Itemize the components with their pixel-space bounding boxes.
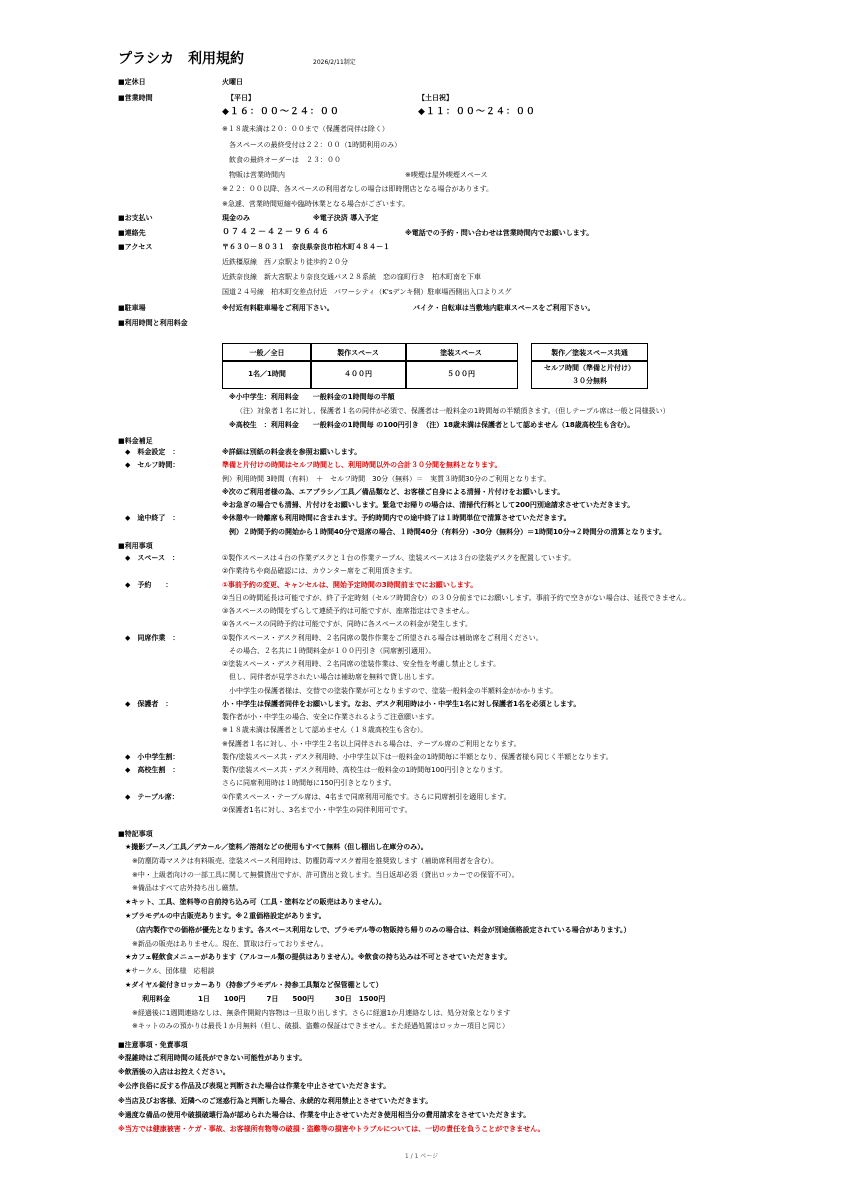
fees-early-line: ※休憩や一時離席も利用時間に含まれます。予約時間内での途中終了は１時間単位で清算させていただきます。 [222, 514, 571, 522]
payment-note: ※電子決済 導入予定 [313, 214, 379, 222]
hours-note: ※２２：００以降、各スペースの利用者なしの場合は即時閉店となる場合があります。 [222, 185, 493, 193]
usage-line: ②保護者1名に対し、3名まで小・中学生の同伴利用可です。 [222, 806, 412, 814]
special-item: ※経過後に1週間連絡なしは、無条件開錠内容物は一旦取り出します。さらに経過1か月連絡なしは、処分対象となります [132, 1008, 511, 1017]
special-item: ※キットのみの預かりは最長１か月無料（但し、破損、盗難の保証はできません。また経過処置はロッカー項目と同じ） [132, 1022, 510, 1031]
fees-self-line: ※お急ぎの場合でも清掃、片付けをお願いします。緊急でお帰りの場合は、清掃代行料として200円別途請求させていただきます。 [222, 501, 635, 509]
page-title: プラシカ 利用規約 [118, 51, 244, 67]
fees-setting-label: ◆ 料金設定 ： [125, 448, 180, 456]
special-item: ★サークル、団体様 応相談 [125, 967, 215, 976]
hours-note: 物販は営業時間内 [229, 171, 285, 179]
special-item: 利用料金 1日 100円 7日 500円 30日 1500円 [142, 994, 386, 1003]
hours-note: 飲食の最終オーダーは ２３：００ [229, 156, 341, 164]
holiday-time: ◆１１：００～２４：００ [418, 107, 536, 117]
usage-reserve-red: ①事前予約の変更、キャンセルは、開始予定時間の3時間前までにお願いします。 [222, 581, 478, 589]
special-item: ※新品の販売はありません。現在、買取は行っておりません。 [132, 939, 328, 948]
price-header: 製作スペース [337, 349, 379, 357]
weekday-head: 【平日】 [227, 94, 255, 102]
student-sub: （注）対象者１名に対し、保護者１名の同伴が必須で、保護者は一般料金の1時間毎の半額頂きます。（但しテーブル席は一般と同様扱い） [236, 407, 670, 415]
closed-value: 火曜日 [222, 78, 243, 86]
special-item: ※備品はすべて店外持ち出し厳禁。 [132, 884, 243, 893]
fees-self-line: 例）利用時間 3時間（有料） ＋ セルフ時間 30分（無料）＝ 実質３時間30分のご利用となります。 [222, 475, 551, 483]
payment-label: ■お支払い [118, 214, 153, 222]
special-item: ★キット、工具、塗料等の自前持ち込み可（工具・塗料などの販売はありません）。 [125, 898, 387, 907]
contact-note: ※電話での予約・問い合わせは営業時間内でお願いします。 [405, 229, 594, 237]
special-item: ★カフェ軽飲食メニューがあります（アルコール類の提供はありません）。※飲食の持ち込みは不可とさせていただきます。 [125, 953, 512, 962]
caution-label: ■注意事項・免責事項 [118, 1041, 188, 1049]
caution-item: ※過度な備品の使用や破損破壊行為が認められた場合は、作業を中止させていただき使用相当分の費用請求をさせていただきます。 [118, 1110, 531, 1119]
usage-line: ※保護者１名に対し、小・中学生２名以上同伴される場合は、テーブル席のご利用となります。 [222, 740, 521, 748]
fees-self-red: 準備と片付けの時間はセルフ時間とし、利用時間以外の合計３０分間を無料となります。 [222, 461, 502, 469]
usage-line: その場合、２名共に１時間料金が１００円引き（同席割引適用）。 [229, 647, 436, 655]
high-note: ※高校生 ：利用料金 一般料金の1時間毎 の100円引き （注）18歳未満は保護者として認めません（18歳高校生も含む）。 [229, 421, 635, 429]
usage-line: ①作業スペース・テーブル席は、4名まで同席利用可能です。さらに同席割引を適用します。 [222, 793, 511, 801]
price-cell: ５００円 [447, 370, 475, 378]
usage-line: 製作/塗装スペース共・デスク利用時、高校生は一般料金の1時間毎100円引きとなります。 [222, 766, 507, 774]
usage-line: 製作/塗装スペース共・デスク利用時、小中学生以下は一般料金の1時間毎に半額となり、保護者様も同じく半額となります。 [222, 753, 613, 761]
usage-line: ②当日の時間延長は可能ですが、終了予定時刻（セルフ時間含む）の３０分前までにお願いします。事前予約で空きがない場合は、延長できません。 [222, 594, 691, 602]
contact-phone: ０７４２－４２－９６４６ [222, 227, 330, 236]
special-item: ※防塵防毒マスクは有料販売、塗装スペース利用時は、防塵防毒マスク着用を推奨致します（補助席利用者を含む）。 [132, 856, 499, 865]
fees-label: ■料金補足 [118, 437, 153, 445]
fees-early-line: 例）２時間予約の開始から１時間40分で退席の場合、１時間40分（有料分）-30分（無料分）＝1時間10分→２時間分の清算となります。 [229, 528, 667, 536]
special-item: ★プラモデルの中古販売あります。※２重価格設定があります。 [125, 912, 326, 920]
shared-header: 製作／塗装スペース共通 [551, 349, 628, 357]
usage-line: ④各スペースの同時予約は可能ですが、同時に各スペースの料金が発生します。 [222, 620, 473, 628]
hours-note: 各スペースの最終受付は２２：００（1時間利用のみ） [229, 141, 402, 149]
usage-child-label: ◆ 小中学生割： [125, 753, 180, 761]
hours-note: ※１８歳未満は２０：００まで（保護者同伴は除く） [222, 125, 389, 133]
usage-guard-label: ◆ 保護者 ： [125, 700, 173, 708]
special-item: （店内製作での価格が優先となります。各スペース利用なしで、プラモデル等の物販持ち帰りのみの場合は、料金が別途価格設定されている場合があります。） [132, 925, 631, 934]
access-line: 国道２４号線 柏木町交差点付近 パワーシティ（K'sデンキ側）駐車場西側出入口よりスグ [222, 288, 512, 296]
parking-label: ■駐車場 [118, 304, 146, 312]
price-cell: 1名／1時間 [248, 370, 286, 378]
fees-self-line: ※次のご利用者様の為、エアブラシ／工具／備品類など、お客様ご自身による清掃・片付けをお願いします。 [222, 488, 565, 496]
enacted-date: 2026/2/11制定 [313, 59, 356, 66]
special-label: ■特記事項 [118, 830, 153, 838]
price-cell: ４００円 [344, 370, 372, 378]
page-number: 1 / 1 ページ [404, 1153, 439, 1160]
caution-item: ※混雑時はご利用時間の延長ができない可能性があります。 [118, 1054, 307, 1062]
pricing-label: ■利用時間と利用料金 [118, 319, 188, 327]
special-item: ※中・上級者向けの一部工具に関して無償貸出ですが、許可貸出と致します。当日返却必須（貸出ロッカーでの保管不可）。 [132, 870, 519, 879]
access-line: 〒６３０－８０３１ 奈良県奈良市柏木町４８４－１ [222, 243, 390, 251]
usage-line: ②塗装スペース・デスク利用時、２名同席の塗装作業は、安全性を考慮し禁止とします。 [222, 660, 501, 668]
shared-line: ３０分無料 [572, 377, 607, 385]
usage-space-label: ◆ スペース ： [125, 554, 180, 562]
parking-note: ※付近有料駐車場をご利用下さい。 [222, 304, 334, 312]
holiday-head: 【土日祝】 [418, 94, 453, 102]
usage-guard-bold: 小・中学生は保護者同伴をお願いします。なお、デスク利用時は小・中学生1名に対し保護者1名を必須とします。 [222, 700, 581, 708]
usage-line: ※１８歳未満は保護者として認めません（１８歳高校生も含む）。 [222, 726, 428, 734]
price-header: 塗装スペース [440, 349, 482, 357]
hours-label: ■営業時間 [118, 94, 153, 102]
caution-item: ※当店及びお客様、近隣へのご迷惑行為と判断した場合、永続的な利用禁止とさせていただきます。 [118, 1096, 433, 1105]
special-item: ★撮影ブース／工具／デカール／塗料／溶剤などの使用もすべて無料（但し棚出し在庫分のみ）。 [125, 843, 428, 851]
shared-line: セルフ時間（準備と片付け） [544, 364, 635, 372]
usage-line: ①製作スペース・デスク利用時、２名同席の製作作業をご所望される場合は補助席をご利用ください。 [222, 634, 543, 642]
usage-share-label: ◆ 同席作業 ： [125, 634, 180, 642]
access-line: 近鉄橿原線 西ノ京駅より徒歩約２０分 [222, 258, 348, 266]
student-note: ※小中学生：利用料金 一般料金の1時間毎の半額 [229, 393, 395, 401]
usage-line: 小中学生の保護者様は、交替での塗装作業が可となりますので、塗装一般料金の半額料金がかかります。 [229, 687, 558, 695]
fees-self-label: ◆ セルフ時間： [125, 461, 180, 469]
usage-high-label: ◆ 高校生割 ： [125, 766, 180, 774]
special-item: ★ダイヤル錠付きロッカーあり（持参プラモデル・持参工具類など保管棚として） [125, 981, 383, 989]
contact-label: ■連絡先 [118, 229, 146, 237]
caution-item: ※当方では健康被害・ケガ・事故、お客様所有物等の破損・盗難等の損害やトラブルについては、一切の責任を負うことができません。 [118, 1125, 545, 1133]
usage-line: ②作業待ちや商品確認には、カウンター席をご利用頂きます。 [222, 567, 417, 575]
fees-early-label: ◆ 途中終了 ： [125, 514, 180, 522]
price-header: 一般／全日 [249, 349, 285, 357]
usage-line: ③各スペースの時間をずらして連続予約は可能ですが、座席指定はできません。 [222, 607, 474, 615]
access-label: ■アクセス [118, 243, 153, 251]
fees-setting-value: ※詳細は別紙の料金表を参照お願いします。 [222, 448, 362, 456]
caution-item: ※飲酒後の入店はお控えください。 [118, 1068, 230, 1077]
access-line: 近鉄奈良線 新大宮駅より奈良交通バス２８系統 恋の窪町行き 柏木町南を下車 [222, 273, 481, 281]
closed-label: ■定休日 [118, 78, 146, 86]
usage-line: 製作者が小・中学生の場合、安全に作業されるようご注意願います。 [222, 713, 439, 721]
usage-reserve-label: ◆ 予約 ： [125, 581, 173, 589]
parking-note: バイク・自転車は当敷地内駐車スペースをご利用下さい。 [413, 304, 595, 312]
usage-line: 但し、同伴者が見学されたい場合は補助席を無料で貸し出します。 [229, 673, 439, 681]
hours-note: ※急遽、営業時間短縮や臨時休業となる場合がございます。 [222, 200, 410, 208]
payment-value: 現金のみ [222, 214, 250, 222]
usage-table-label: ◆ テーブル席： [125, 793, 179, 801]
usage-line: ①製作スペースは４台の作業デスクと１台の作業テーブル、塗装スペースは３台の塗装デスクを配置しています。 [222, 554, 576, 562]
usage-line: さらに同席利用時は１時間毎に150円引きとなります。 [222, 779, 396, 787]
smoking-note: ※喫煙は屋外喫煙スペース [405, 171, 488, 179]
usage-label: ■利用事項 [118, 542, 153, 550]
weekday-time: ◆１６：００～２４：００ [222, 107, 340, 117]
caution-item: ※公序良俗に反する作品及び表現と判断された場合は作業を中止させていただきます。 [118, 1082, 391, 1091]
